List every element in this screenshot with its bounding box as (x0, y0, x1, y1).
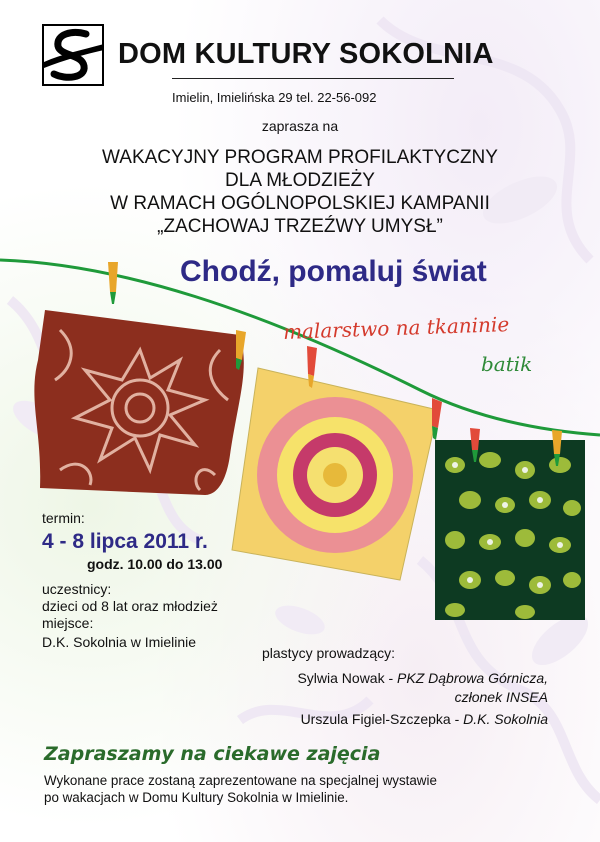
clothespin-icon (432, 398, 442, 440)
program-line: „ZACHOWAJ TRZEŹWY UMYSŁ” (157, 216, 443, 237)
footer-line: po wakacjach w Domu Kultury Sokolnia w Imielinie. (44, 790, 349, 805)
organization-title: DOM KULTURY SOKOLNIA (118, 38, 494, 70)
participants-value: dzieci od 8 lat oraz młodzież (42, 598, 218, 614)
sokolnia-logo-icon (42, 24, 104, 86)
subtitle-painting-on-fabric: malarstwo na tkaninie (282, 312, 510, 344)
program-line: W RAMACH OGÓLNOPOLSKIEJ KAMPANII (110, 193, 490, 214)
place-label: miejsce: (42, 615, 94, 631)
brown-batik-fabric (34, 310, 243, 495)
clothespin-icon (108, 262, 118, 304)
event-hours: godz. 10.00 do 13.00 (87, 556, 223, 572)
instructor-1-role-continued (258, 688, 548, 707)
instructor-role: członek INSEA (454, 689, 548, 705)
program-line: DLA MŁODZIEŻY (225, 170, 375, 191)
instructor-2 (258, 710, 548, 729)
instructor-name: Sylwia Nowak - (297, 670, 398, 686)
tie-dye-fabric (232, 368, 438, 580)
event-dates: 4 - 8 lipca 2011 r. (42, 530, 208, 553)
participants-label: uczestnicy: (42, 581, 112, 597)
headline: Chodź, pomaluj świat (180, 255, 487, 288)
subtitle-batik: batik (481, 352, 533, 376)
invites-text: zaprasza na (261, 118, 339, 134)
instructor-role: D.K. Sokolnia (463, 711, 548, 727)
footer-line: Wykonane prace zostaną zaprezentowane na specjalnej wystawie (44, 773, 437, 788)
clothesline-illustration (0, 250, 600, 630)
address-line: Imielin, Imielińska 29 tel. 22-56-092 (172, 90, 377, 105)
instructors-block (258, 645, 548, 729)
title-divider (172, 78, 454, 79)
place-value: D.K. Sokolnia w Imielinie (42, 634, 197, 650)
program-line: WAKACYJNY PROGRAM PROFILAKTYCZNY (102, 147, 498, 168)
instructor-name: Urszula Figiel-Szczepka - (300, 711, 464, 727)
program-title (0, 146, 600, 238)
instructors-label: plastycy prowadzący: (262, 645, 396, 661)
footer-note (44, 772, 437, 806)
instructor-role: PKZ Dąbrowa Górnicza, (397, 670, 548, 686)
term-label: termin: (42, 510, 85, 526)
green-batik-fabric (435, 440, 585, 620)
invitation-heading: Zapraszamy na ciekawe zajęcia (44, 743, 381, 765)
instructor-1 (258, 669, 548, 688)
